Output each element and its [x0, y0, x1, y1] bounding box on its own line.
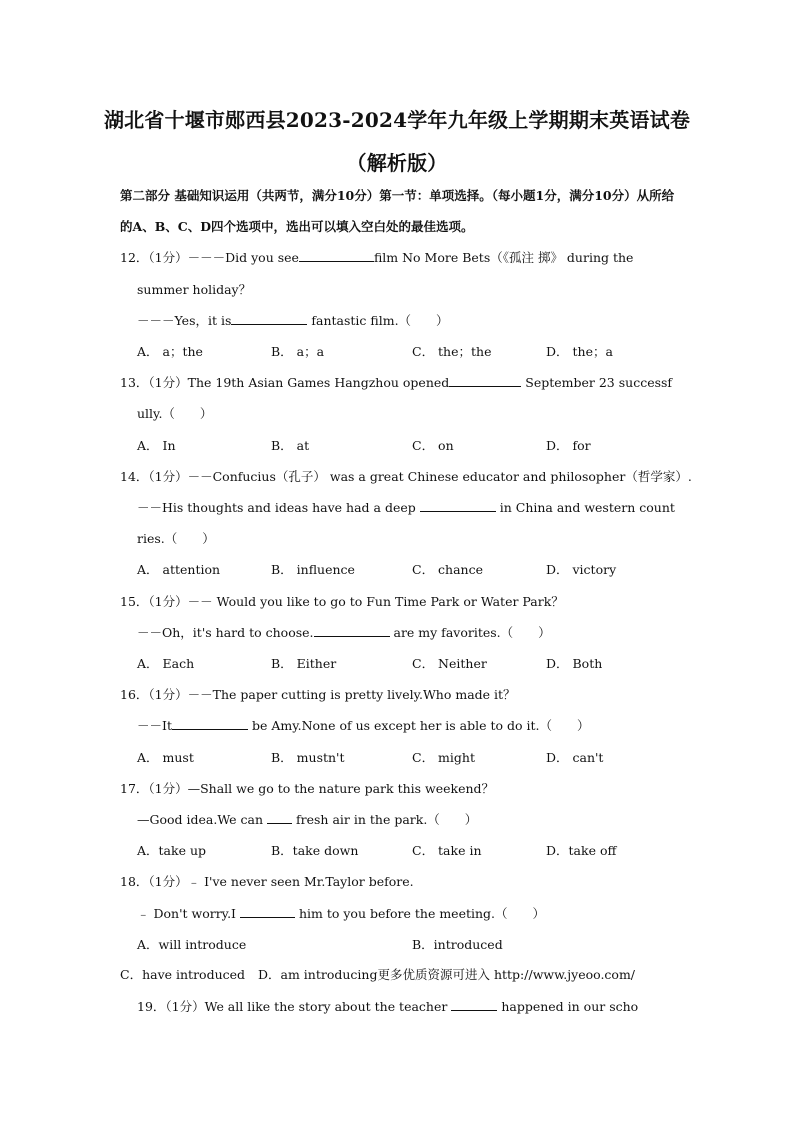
question-text: ries.（ ） [137, 531, 215, 546]
option-a: A． In [137, 438, 176, 453]
option-a: A． attention [137, 562, 221, 577]
option-b: B．take down [271, 843, 359, 858]
question-number: 12．（1分） [120, 250, 188, 265]
answer-blank [449, 374, 521, 387]
question-16: 16．（1分）－－The paper cutting is pretty lively.Who made it？ [120, 687, 516, 702]
question-text: －－Oh，it's hard to choose. are my favorites.（ ） [137, 625, 551, 640]
answer-blank [172, 717, 248, 730]
question-text: ully.（ ） [137, 406, 213, 421]
option-b: B．introduced [412, 937, 503, 952]
option-d: D． Both [546, 656, 603, 671]
option-b: B． Either [271, 656, 337, 671]
option-a: A． must [137, 750, 194, 765]
option-c: C．have introduced [120, 967, 246, 982]
question-number: 17．（1分） [120, 781, 188, 796]
question-text: —Good idea.We can fresh air in the park.（ ） [137, 812, 478, 827]
option-c: C． take in [412, 843, 482, 858]
question-text: summer holiday？ [137, 282, 252, 297]
option-a: A．will introduce [137, 937, 247, 952]
question-number: 16．（1分） [120, 687, 188, 702]
question-number: 14．（1分） [120, 469, 188, 484]
question-text: －－His thoughts and ideas have had a deep in China and western count [137, 500, 675, 515]
option-b: B． at [271, 438, 310, 453]
question-number: 13．（1分） [120, 375, 188, 390]
question-text: ﹣ Don't worry.I him to you before the meeting.（ ） [137, 906, 546, 921]
page-subtitle: （解析版） [346, 151, 448, 175]
option-b: B． mustn't [271, 750, 345, 765]
option-c: C． the；the [412, 344, 492, 359]
option-d: D．take off [546, 843, 617, 858]
question-18: 18．（1分）﹣ I've never seen Mr.Taylor before. [120, 874, 414, 889]
option-d: D． the；a [546, 344, 613, 359]
answer-blank [314, 624, 390, 637]
answer-blank [267, 811, 292, 824]
question-19: 19．（1分）We all like the story about the teacher happened in our scho [137, 999, 639, 1014]
option-a: A． a；the [137, 344, 203, 359]
option-c: C． chance [412, 562, 483, 577]
answer-blank [240, 905, 295, 918]
option-d: D． for [546, 438, 591, 453]
option-c: C． Neither [412, 656, 487, 671]
option-b: B． influence [271, 562, 355, 577]
option-c: C． might [412, 750, 475, 765]
answer-blank [231, 312, 307, 325]
option-a: A． Each [137, 656, 195, 671]
promo-link[interactable]: 更多优质资源可进入 http://www.jyeoo.com/ [377, 967, 636, 982]
section-instructions: 第二部分 基础知识运用（共两节，满分10分）第一节：单项选择。（每小题1分，满分10分）从所给的A、B、C、D四个选项中，选出可以填入空白处的最佳选项。 [120, 188, 675, 234]
question-14: 14．（1分）－－Confucius（孔子） was a great Chinese educator and philosopher（哲学家）. [120, 469, 692, 484]
page-title: 湖北省十堰市郧西县2023-2024学年九年级上学期期末英语试卷 [103, 108, 691, 132]
question-text: －－It be Amy.None of us except her is able to do it.（ ） [137, 718, 590, 733]
option-a: A．take up [137, 843, 207, 858]
answer-blank [420, 499, 496, 512]
question-number: 19．（1分） [137, 999, 205, 1014]
option-d: D． can't [546, 750, 604, 765]
option-d: D．am introducing [258, 967, 378, 982]
answer-blank [299, 249, 374, 262]
question-13: 13．（1分）The 19th Asian Games Hangzhou opened September 23 successf [120, 375, 673, 390]
option-c: C． on [412, 438, 454, 453]
question-17: 17．（1分）—Shall we go to the nature park this weekend？ [120, 781, 495, 796]
question-number: 18．（1分） [120, 874, 188, 889]
option-d-with-promo [258, 966, 635, 984]
question-15: 15．（1分）－－ Would you like to go to Fun Time Park or Water Park？ [120, 594, 564, 609]
option-b: B． a；a [271, 344, 325, 359]
question-text: －－－Yes，it is fantastic film.（ ） [137, 313, 449, 328]
question-12: 12．（1分）－－－Did you see film No More Bets（《孤注 掷》 during the [120, 250, 634, 265]
answer-blank [451, 998, 497, 1011]
question-number: 15．（1分） [120, 594, 188, 609]
option-d: D． victory [546, 562, 617, 577]
